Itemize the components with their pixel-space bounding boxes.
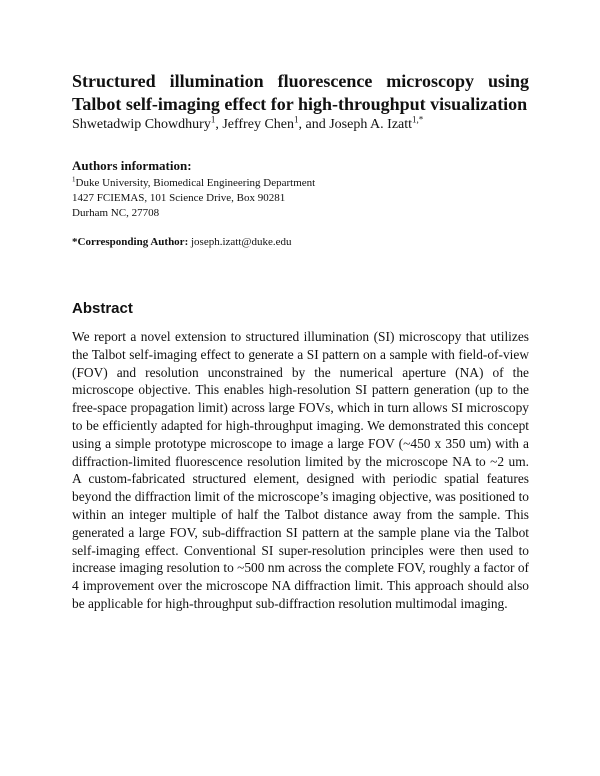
abstract-text: We report a novel extension to structured illumination (SI) microscopy that utilizes the Talbot self-imaging effect to generate a SI pattern on a sample with field-of-view (FOV) and resolution unconstrained by the numerical aperture (NA) of the microscope objective. This enables high-resolution SI pattern generation (up to the free-space propagation limit) across large FOVs, which in turn allows SI microscopy to be efficiently adapted for high-throughput imaging. We demonstrated this concept using a simple prototype microscope to image a large FOV (~450 x 350 um) with a diffraction-limited fluorescence resolution limited by the microscope NA to ~2 um. A custom-fabricated structured element, designed with periodic spatial features beyond the diffraction limit of the microscope’s imaging objective, was positioned to within an integer multiple of half the Talbot distance away from the sample. This generated a large FOV, sub-diffraction SI pattern at the sample plane via the Talbot self-imaging effect. Conventional SI super-resolution principles were then used to increase imaging resolution to ~500 nm across the complete FOV, roughly a factor of 4 improvement over the microscope NA diffraction limit. This approach should also be applicable for high-throughput sub-diffraction resolution multimodal imaging. — [72, 329, 529, 611]
corresponding-author — [72, 235, 529, 250]
affiliation-text: Duke University, Biomedical Engineering Department — [75, 177, 316, 189]
address-line-1: 1427 FCIEMAS, 101 Science Drive, Box 90281 — [72, 192, 286, 204]
authors-information-heading: Authors information: — [72, 158, 192, 173]
author-separator: , — [215, 117, 223, 132]
corresponding-author-label: *Corresponding Author: — [72, 236, 189, 248]
author-affiliation-mark: 1 — [294, 114, 299, 125]
author-name: Joseph A. Izatt — [329, 117, 413, 132]
paper-page — [72, 70, 529, 613]
abstract-heading: Abstract — [72, 300, 133, 317]
author-affiliation-mark: 1 — [210, 114, 216, 125]
author-affiliation-mark: 1,* — [412, 114, 424, 125]
affiliation-mark: 1 — [72, 175, 76, 184]
author-name: Jeffrey Chen — [222, 117, 294, 132]
address-line-2: Durham NC, 27708 — [72, 207, 160, 219]
paper-title: Structured illumination fluorescence microscopy using Talbot self-imaging effect for high-throughput visualization — [72, 71, 529, 114]
author-name: Shwetadwip Chowdhury — [72, 117, 211, 132]
affiliation — [72, 176, 529, 191]
author-list — [72, 116, 529, 134]
corresponding-author-email: joseph.izatt@duke.edu — [190, 236, 292, 248]
author-separator: , and — [298, 117, 330, 132]
